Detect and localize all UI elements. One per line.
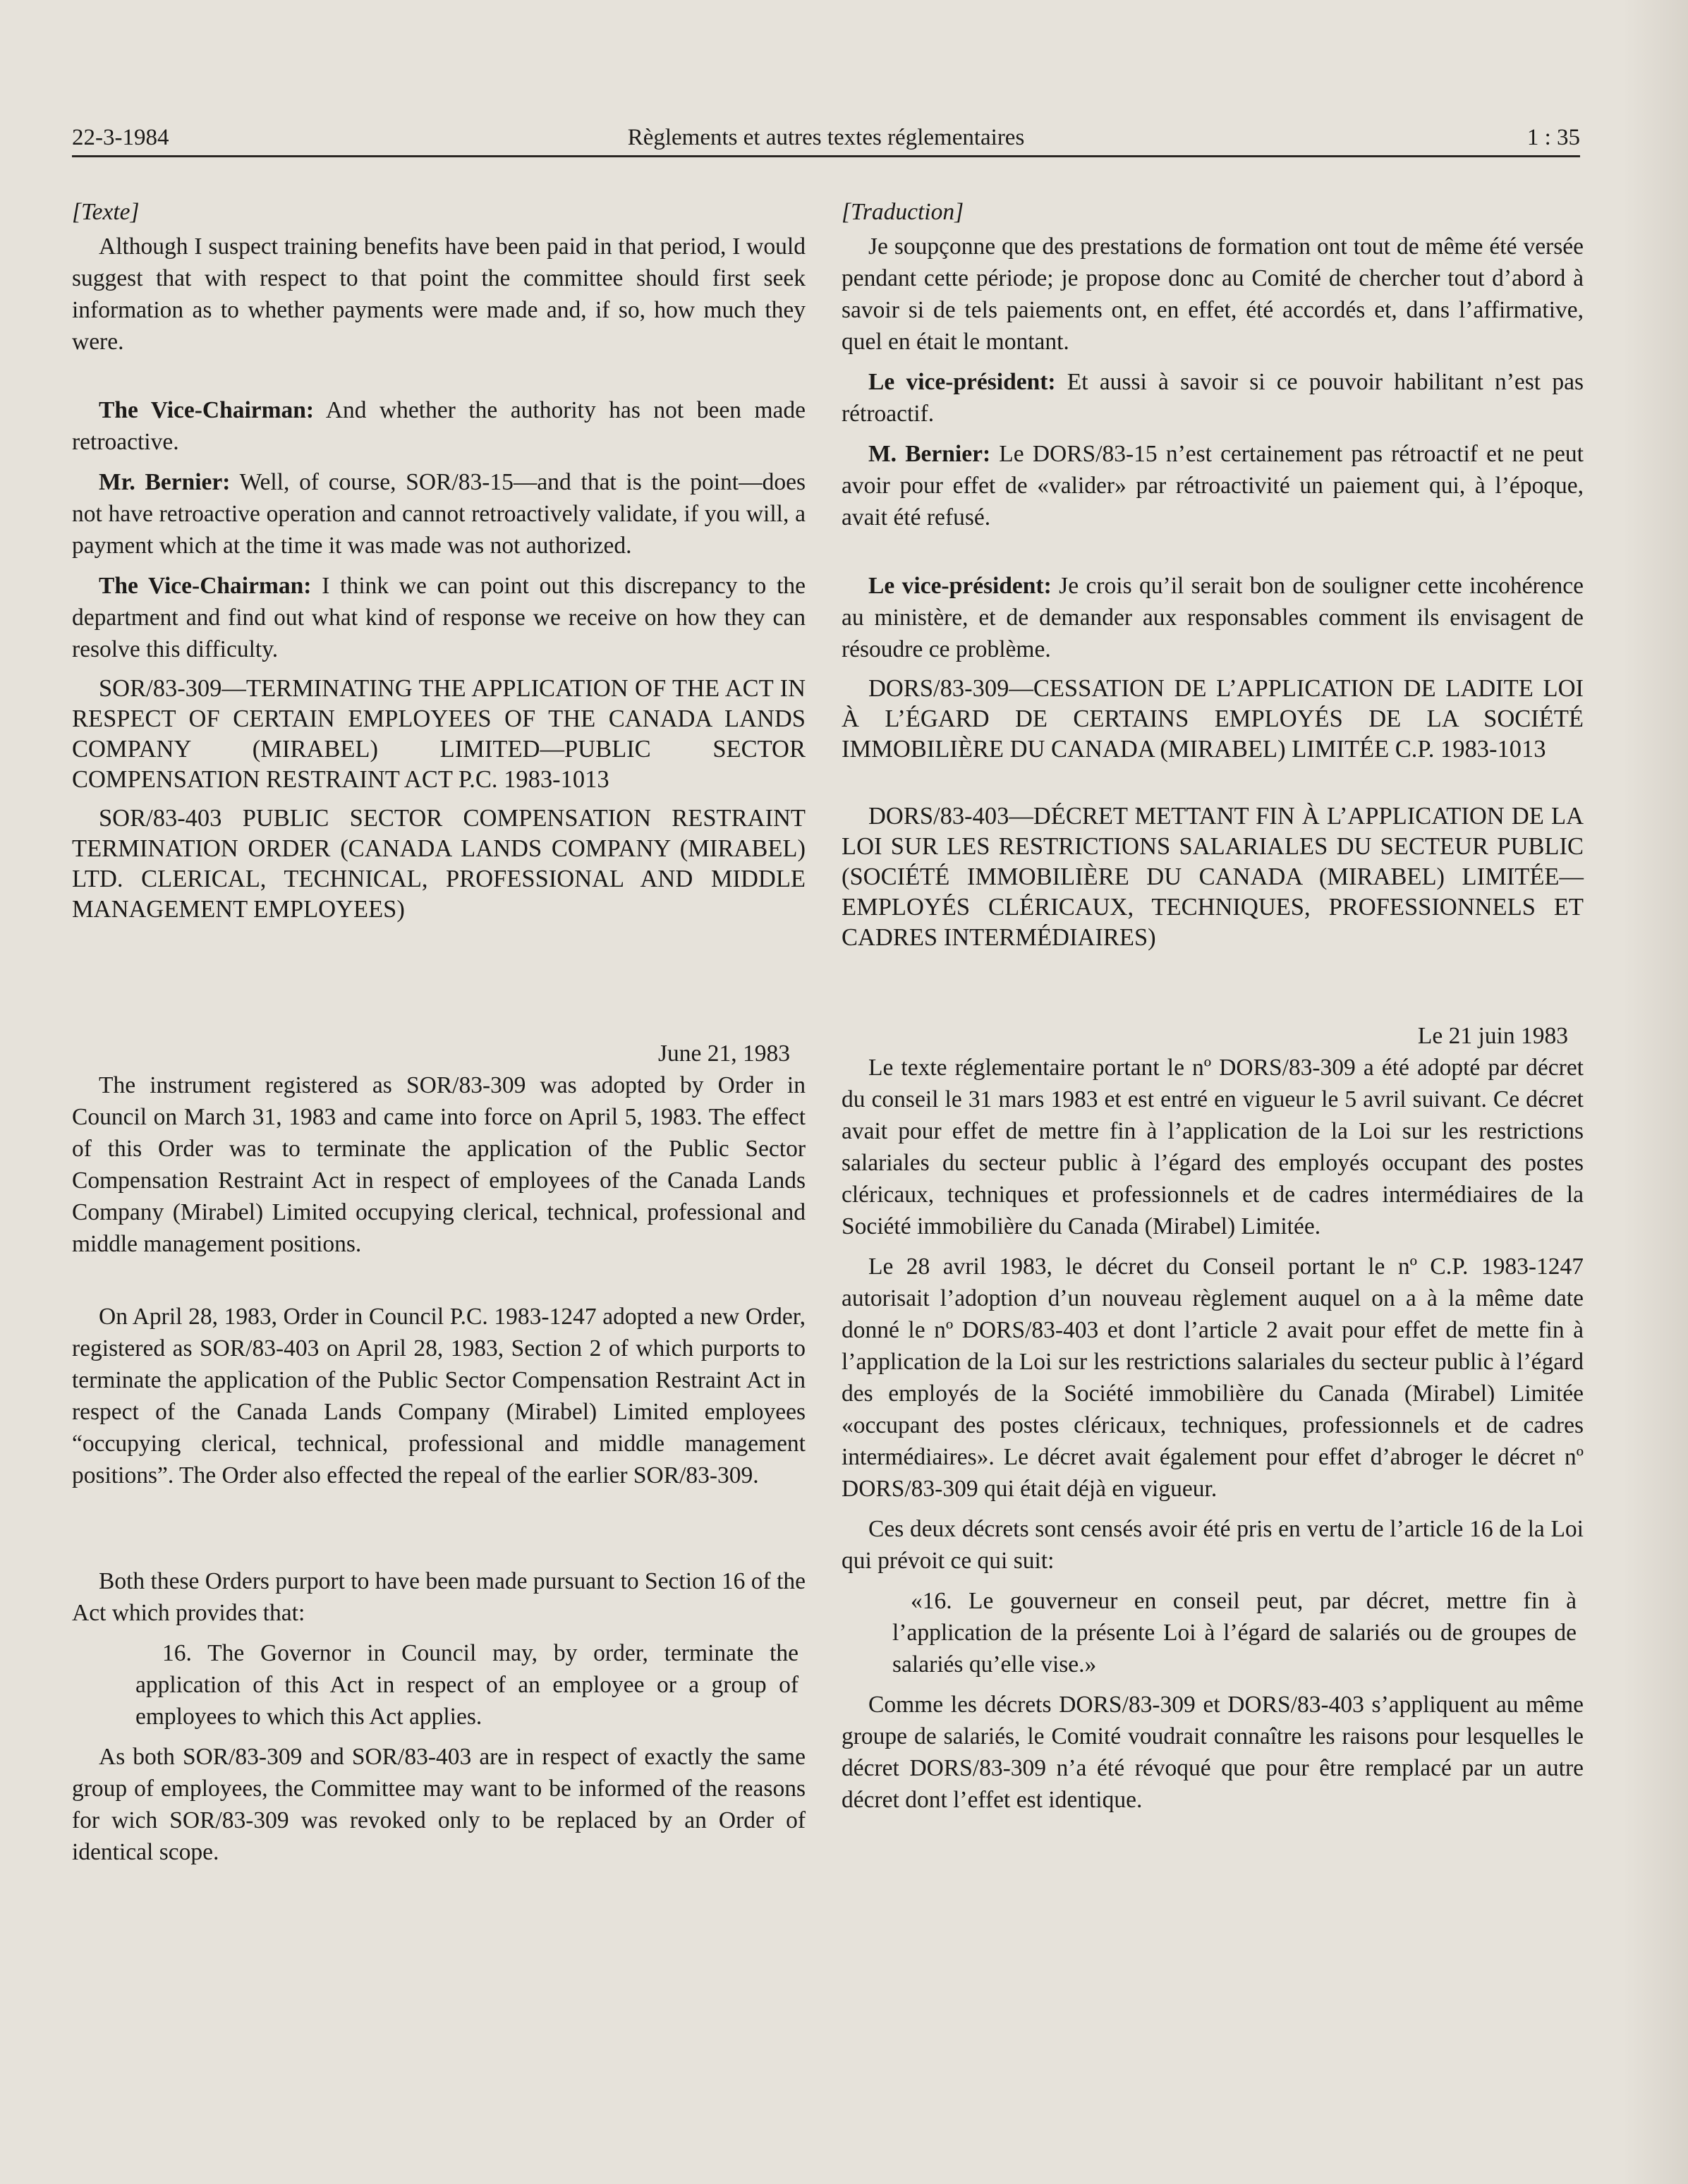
quoted-section: «16. Le gouverneur en conseil peut, par décret, mettre fin à l’application de la présente Loi à l’égard de salariés ou de groupes de salariés qu’elle vise.» [892,1588,1577,1678]
paragraph: Ces deux décrets sont censés avoir été pris en vertu de l’article 16 de la Loi qui prévoit ce qui suit: [842,1516,1584,1574]
speaker-name: Le vice-président: [868,573,1052,599]
letter-date: Le 21 juin 1983 [1417,1023,1568,1049]
paragraph: As both SOR/83-309 and SOR/83-403 are in respect of exactly the same group of employees, the Committee may want to be informed of the reasons for wich SOR/83-309 was revoked only to be replaced by an Order of identical scope. [72,1744,806,1865]
speaker-name: The Vice-Chairman: [99,573,312,599]
quoted-section: 16. The Governor in Council may, by order, terminate the application of this Act in respect of an employee or a group of employees to which this Act applies. [135,1640,799,1730]
paragraph: Comme les décrets DORS/83-309 et DORS/83-403 s’appliquent au même groupe de salariés, le Comité voudrait connaître les raisons pour lesquelles le décret DORS/83-309 n’a été révoqué que pour être remplacé par un autre décret dont l’effet est identique. [842,1692,1584,1813]
speaker-paragraph: Mr. Bernier: Well, of course, SOR/83-15—and that is the point—does not have retroactive operation and cannot retroactively validate, if you will, a payment which at the time it was made was not authorized. [72,469,806,559]
speaker-name: M. Bernier: [868,441,991,467]
speaker-name: Mr. Bernier: [99,469,231,495]
speaker-paragraph: The Vice-Chairman: I think we can point out this discrepancy to the department and find out what kind of response we receive on how they can resolve this difficulty. [72,573,806,662]
french-column [842,196,1584,1816]
speaker-name: The Vice-Chairman: [99,397,315,423]
paragraph: Je soupçonne que des prestations de formation ont tout de même été versée pendant cette période; je propose donc au Comité de chercher tout d’abord à savoir si de tels paiements ont, en effet, été accordés et, dans l’affirmative, quel en était le montant. [842,233,1584,355]
speaker-paragraph: M. Bernier: Le DORS/83-15 n’est certainement pas rétroactif et ne peut avoir pour effet de «valider» par rétroactivité un paiement qui, à l’époque, avait été refusé. [842,441,1584,530]
paragraph: On April 28, 1983, Order in Council P.C. 1983-1247 adopted a new Order, registered as SOR/83-403 on April 28, 1983, Section 2 of which purports to terminate the application of the Public Sector Compensation Restraint Act in respect of the Canada Lands Company (Mirabel) Limited employees “occupying clerical, technical, professional and middle management positions”. The Order also effected the repeal of the earlier SOR/83-309. [72,1304,806,1488]
english-column [72,196,806,1868]
running-header [72,117,1580,157]
speaker-paragraph: Le vice-président: Je crois qu’il serait bon de souligner cette incohérence au ministère, et de demander aux responsables comment ils envisagent de résoudre ce problème. [842,573,1584,662]
paragraph: Le texte réglementaire portant le nº DORS/83-309 a été adopté par décret du conseil le 31 mars 1983 et est entré en vigueur le 5 avril suivant. Ce décret avait pour effet de mettre fin à l’application de la Loi sur les restrictions salariales du secteur public à l’égard des employés occupant des postes cléricaux, techniques et professionnels et de cadres intermédiaires de la Société immobilière du Canada (Mirabel) Limitée. [842,1055,1584,1239]
speaker-paragraph: The Vice-Chairman: And whether the authority has not been made retroactive. [72,397,806,455]
speaker-name: Le vice-président: [868,369,1056,395]
page-edge-shadow [1622,0,1688,2184]
paragraph: Both these Orders purport to have been made pursuant to Section 16 of the Act which provides that: [72,1568,806,1626]
paragraph: The instrument registered as SOR/83-309 was adopted by Order in Council on March 31, 1983 and came into force on April 5, 1983. The effect of this Order was to terminate the application of the Public Sector Compensation Restraint Act in respect of employees of the Canada Lands Company (Mirabel) Limited occupying clerical, technical, professional and middle management positions. [72,1072,806,1257]
header-title: Règlements et autres textes réglementaires [627,125,1025,150]
text-label: [Texte] [72,199,140,225]
paragraph: Although I suspect training benefits have been paid in that period, I would suggest that with respect to that point the committee should first seek information as to whether payments were made and, if so, how much they were. [72,233,806,355]
section-title: SOR/83-403 PUBLIC SECTOR COMPENSATION RESTRAINT TERMINATION ORDER (CANADA LANDS COMPANY (MIRABEL) LTD. CLERICAL, TECHNICAL, PROFESSIONAL AND MIDDLE MANAGEMENT EMPLOYEES) [72,805,806,923]
header-page-number: 1 : 35 [1526,125,1580,150]
section-title: SOR/83-309—TERMINATING THE APPLICATION OF THE ACT IN RESPECT OF CERTAIN EMPLOYEES OF THE CANADA LANDS COMPANY (MIRABEL) LIMITED—PUBLIC SECTOR COMPENSATION RESTRAINT ACT P.C. 1983-1013 [72,675,806,793]
section-title: DORS/83-403—DÉCRET METTANT FIN À L’APPLICATION DE LA LOI SUR LES RESTRICTIONS SALARIALES DU SECTEUR PUBLIC (SOCIÉTÉ IMMOBILIÈRE DU CANADA (MIRABEL) LIMITÉE—EMPLOYÉS CLÉRICAUX, TECHNIQUES, PROFESSIONNELS ET CADRES INTERMÉDIAIRES) [842,803,1584,951]
translation-label: [Traduction] [842,199,964,225]
section-title: DORS/83-309—CESSATION DE L’APPLICATION DE LADITE LOI À L’ÉGARD DE CERTAINS EMPLOYÉS DE LA SOCIÉTÉ IMMOBILIÈRE DU CANADA (MIRABEL) LIMITÉE C.P. 1983-1013 [842,675,1584,763]
speaker-paragraph: Le vice-président: Et aussi à savoir si ce pouvoir habilitant n’est pas rétroactif. [842,369,1584,427]
letter-date: June 21, 1983 [657,1041,790,1067]
paragraph: Le 28 avril 1983, le décret du Conseil portant le nº C.P. 1983-1247 autorisait l’adoption d’un nouveau règlement auquel on a à la même date donné le nº DORS/83-403 et dont l’article 2 avait pour effet de mette fin à l’application de la Loi sur les restrictions salariales du secteur public à l’égard des employés de la Société immobilière du Canada (Mirabel) Limitée «occupant des postes cléricaux, techniques, professionnels et de cadres intermédiaires». Le décret avait également pour effet d’abroger le décret nº DORS/83-309 qui était déjà en vigueur. [842,1254,1584,1502]
header-date: 22-3-1984 [72,125,169,150]
